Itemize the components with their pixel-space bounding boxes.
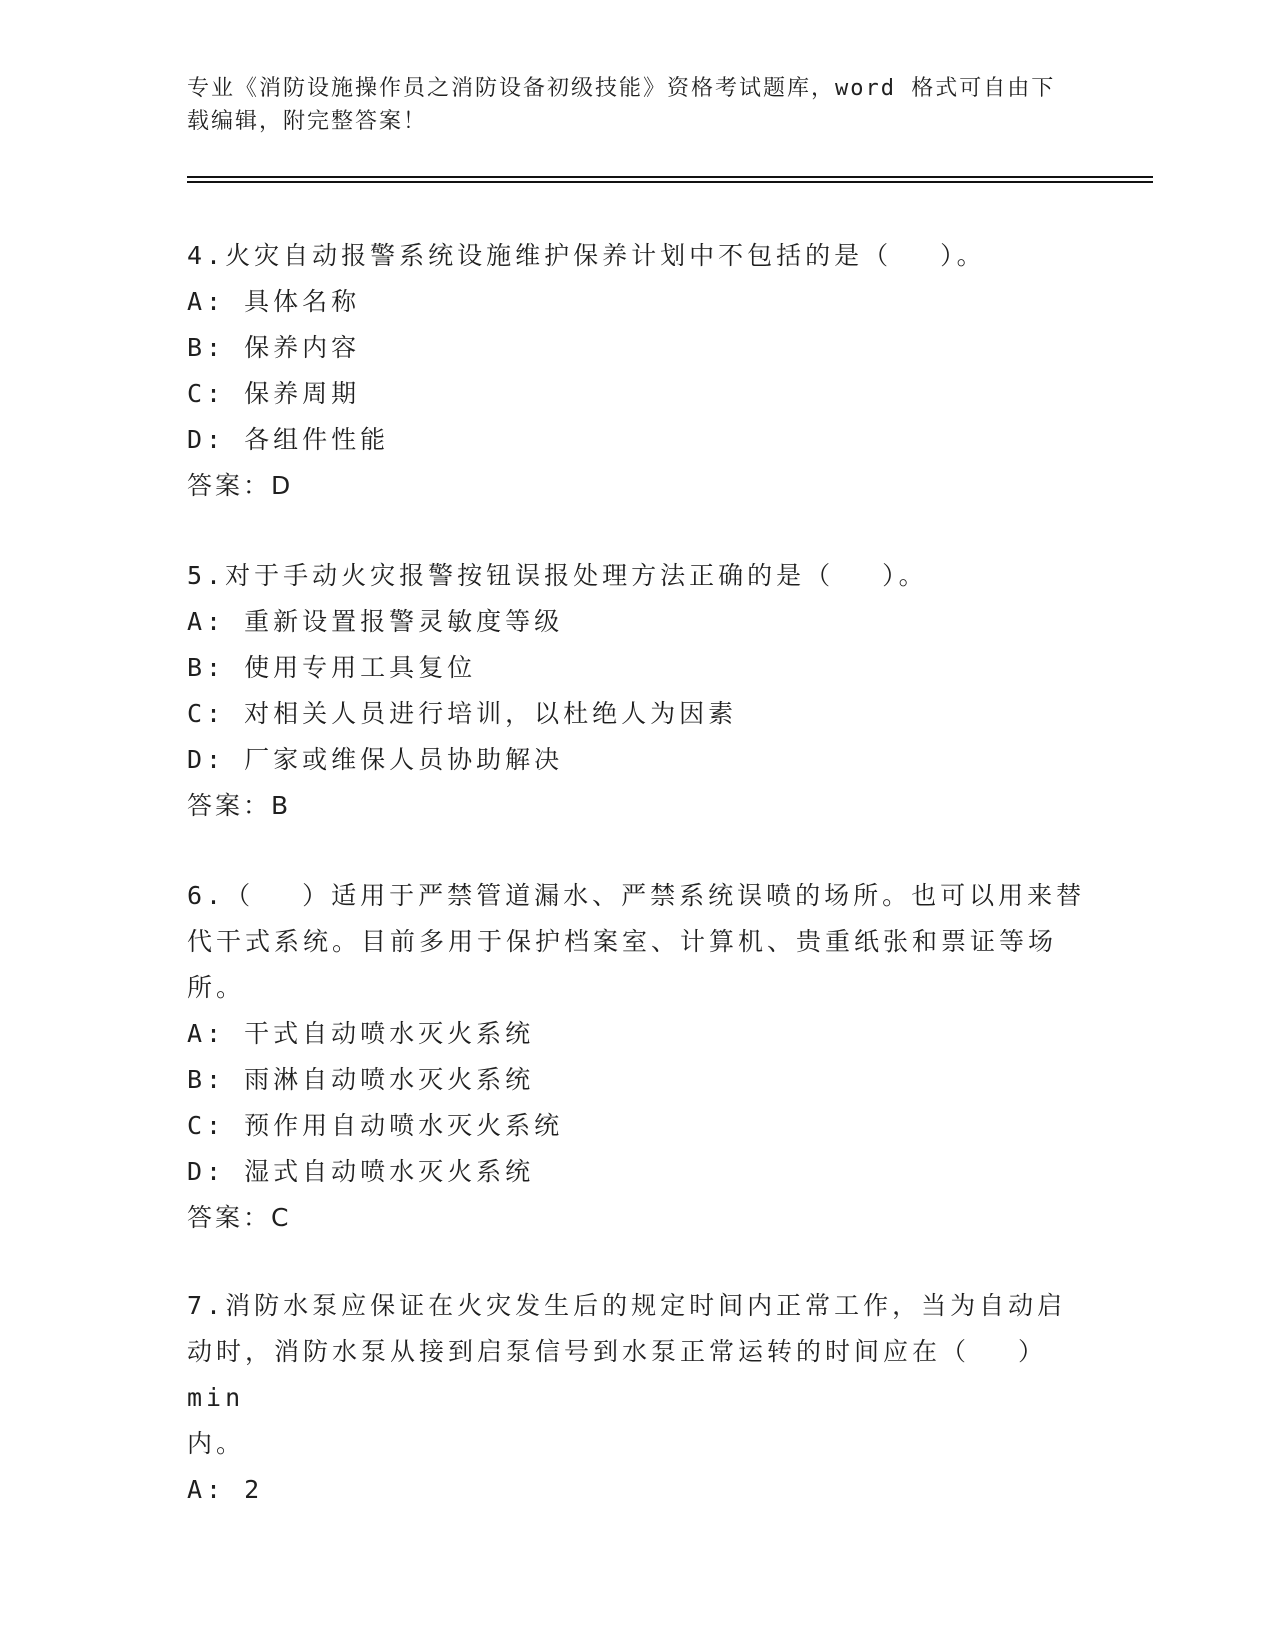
option-c: C: 预作用自动喷水灭火系统: [187, 1111, 564, 1140]
question-4: [187, 233, 1087, 509]
option-b: B: 保养内容: [187, 333, 361, 362]
option-d: D: 厂家或维保人员协助解决: [187, 745, 564, 774]
header-line-2: 载编辑，附完整答案！: [187, 109, 428, 134]
document-header: [187, 72, 1067, 138]
header-line-1: 专业《消防设施操作员之消防设备初级技能》资格考试题库，word 格式可自由下: [187, 76, 1056, 101]
option-c: C: 对相关人员进行培训，以杜绝人为因素: [187, 699, 738, 728]
option-a: A: 干式自动喷水灭火系统: [187, 1019, 535, 1048]
question-6: [187, 873, 1087, 1241]
question-stem-line-1: 6.（ ）适用于严禁管道漏水、严禁系统误喷的场所。也可以用来替: [187, 881, 1086, 910]
question-stem-line-2: 动时，消防水泵从接到启泵信号到水泵正常运转的时间应在（ ）min: [187, 1337, 1048, 1412]
header-divider-bottom: [187, 181, 1153, 183]
question-stem: 5.对于手动火灾报警按钮误报处理方法正确的是（ ）。: [187, 561, 928, 590]
option-b: B: 雨淋自动喷水灭火系统: [187, 1065, 535, 1094]
question-stem-line-3: 内。: [187, 1429, 246, 1458]
question-stem-line-3: 所。: [187, 973, 246, 1002]
question-7: [187, 1283, 1087, 1513]
option-c: C: 保养周期: [187, 379, 361, 408]
question-stem: 4.火灾自动报警系统设施维护保养计划中不包括的是（ ）。: [187, 241, 986, 270]
option-b: B: 使用专用工具复位: [187, 653, 477, 682]
option-d: D: 湿式自动喷水灭火系统: [187, 1157, 535, 1186]
answer: 答案：B: [187, 791, 292, 820]
header-divider-top: [187, 176, 1153, 178]
question-stem-line-2: 代干式系统。目前多用于保护档案室、计算机、贵重纸张和票证等场: [187, 927, 1058, 956]
answer: 答案：C: [187, 1203, 292, 1232]
question-stem-line-1: 7.消防水泵应保证在火灾发生后的规定时间内正常工作，当为自动启: [187, 1291, 1067, 1320]
option-d: D: 各组件性能: [187, 425, 390, 454]
question-5: [187, 553, 1087, 829]
option-a: A: 具体名称: [187, 287, 361, 316]
answer: 答案：D: [187, 471, 294, 500]
option-a: A: 重新设置报警灵敏度等级: [187, 607, 564, 636]
option-a: A: 2: [187, 1475, 264, 1504]
